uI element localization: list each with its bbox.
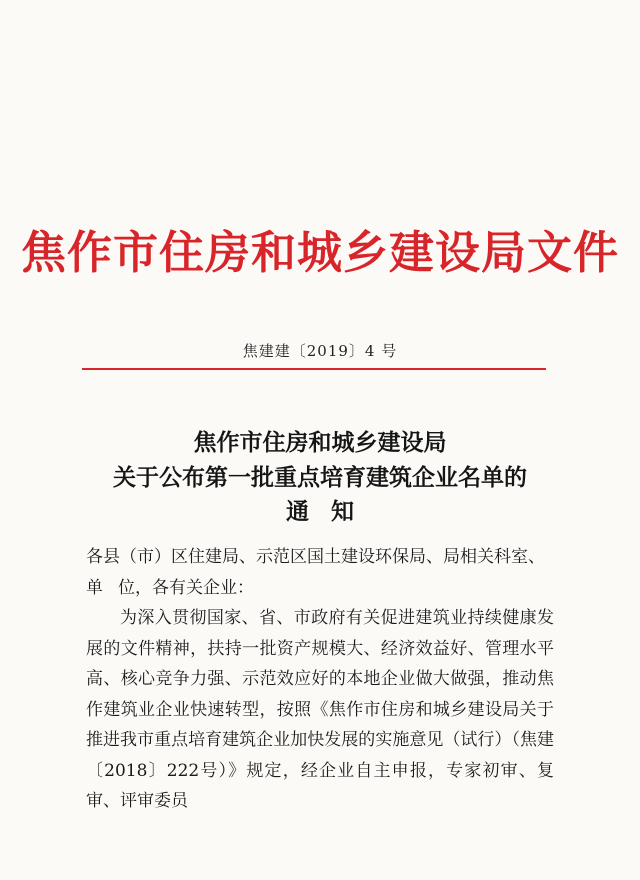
- notice-title-line-2: 关于公布第一批重点培育建筑企业名单的: [113, 465, 527, 491]
- notice-title-line-1: 焦作市住房和城乡建设局: [193, 430, 447, 456]
- addressee-line-2: 位，各有关企业：: [118, 578, 254, 598]
- addressee-line-1: 各县（市）区住建局、示范区国土建设环保局、局相关科室、单: [86, 547, 545, 598]
- red-divider: [82, 368, 546, 370]
- document-number: 焦建建〔2019〕4 号: [242, 342, 398, 360]
- body-paragraph: 为深入贯彻国家、省、市政府有关促进建筑业持续健康发展的文件精神，扶持一批资产规模大、经济效益好、管理水平高、核心竞争力强、示范效应好的本地企业做大做强，推动焦作建筑业企业快速转型，按照《焦作市住房和城乡建设局关于推进我市重点培育建筑企业加快发展的实施意见（试行）（焦建〔2018〕222号）》规定，经企业自主申报，专家初审、复审、评审委员: [86, 608, 554, 811]
- bleed-through-mark: [0, 118, 640, 133]
- issuer-title: 焦作市住房和城乡建设局文件: [20, 226, 619, 279]
- notice-title-line-3: 通知: [286, 499, 376, 525]
